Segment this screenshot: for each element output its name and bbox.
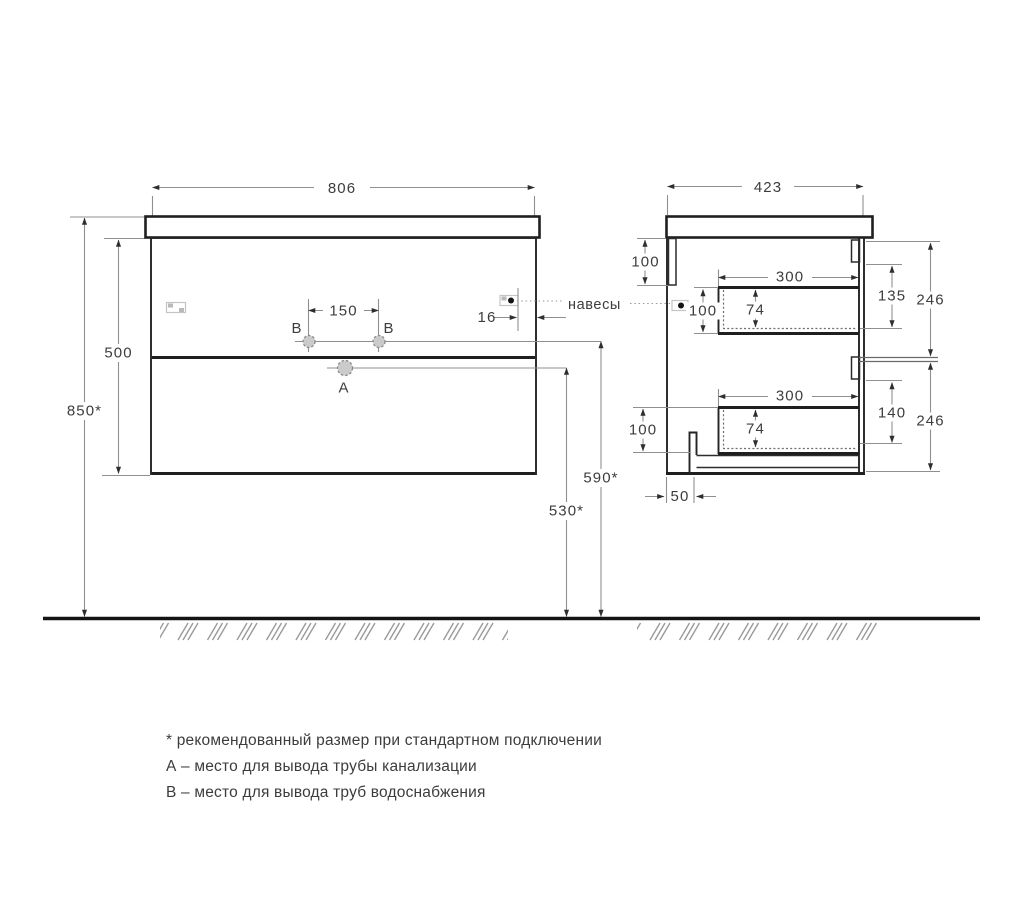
supply-label-left: B	[291, 320, 303, 337]
dim-label-74-upper: 74	[746, 301, 765, 319]
dim-label-100-lower: 100	[628, 421, 658, 439]
hanger-bracket-left-icon	[167, 303, 186, 313]
dim-lower-inset	[860, 381, 911, 444]
dim-label-530: 530*	[548, 502, 585, 520]
dim-lower-drawer-height	[626, 408, 719, 453]
dim-upper-drawer-depth	[719, 269, 859, 287]
dim-label-806: 806	[327, 180, 357, 197]
dim-label-246-upper: 246	[916, 291, 945, 309]
dim-cabinet-height	[96, 239, 150, 476]
dim-label-100-upper: 100	[688, 302, 718, 320]
dim-label-850: 850*	[66, 402, 103, 420]
dim-upper-drawer-inner-height	[741, 290, 770, 327]
dim-lower-drawer-depth	[719, 388, 859, 407]
legend-b-note: В – место для вывода труб водоснабжения	[166, 784, 486, 801]
dim-label-300-lower: 300	[775, 387, 805, 405]
dim-top-gap	[628, 239, 668, 286]
hanger-bracket-right-icon	[500, 296, 518, 306]
legend	[166, 732, 602, 801]
dim-upper-inset	[860, 265, 911, 329]
floor	[43, 619, 980, 644]
drain-hole	[338, 361, 353, 376]
dim-label-590: 590*	[583, 469, 619, 487]
supply-hole-right	[373, 336, 385, 348]
dim-label-16: 16	[477, 309, 497, 326]
dim-label-50: 50	[670, 488, 690, 505]
dim-mount-height	[61, 217, 145, 617]
hangers-callout	[517, 297, 670, 313]
dim-label-423: 423	[753, 179, 783, 196]
dim-label-150: 150	[329, 302, 358, 320]
dim-upper-drawer-height	[686, 288, 721, 334]
front-view	[61, 179, 626, 617]
dim-lower-drawer-inner-height	[741, 410, 770, 447]
floor-hatching-right	[637, 621, 879, 643]
bottom-bracket	[690, 433, 697, 474]
hanger-bracket-side-icon	[672, 301, 688, 311]
dim-label-246-lower: 246	[916, 412, 945, 430]
lower-drawer-box	[718, 407, 859, 454]
dim-label-300-upper: 300	[775, 268, 805, 286]
countertop-front	[146, 217, 540, 238]
dim-drain-height	[541, 368, 591, 617]
dim-bottom-offset	[645, 477, 716, 505]
upper-drawer-box	[718, 287, 859, 334]
supply-hole-left	[303, 336, 315, 348]
supply-label-right: B	[383, 320, 395, 337]
back-batten	[669, 239, 677, 286]
hangers-callout-label: навесы	[568, 297, 621, 313]
dim-label-100-top: 100	[631, 253, 660, 271]
side-view	[626, 178, 952, 505]
dim-label-135: 135	[877, 287, 907, 305]
dim-label-74-lower: 74	[746, 420, 765, 438]
dim-label-140: 140	[877, 404, 907, 422]
floor-hatching-left	[160, 621, 508, 643]
dim-label-500: 500	[104, 344, 133, 362]
countertop-side	[667, 217, 873, 238]
legend-a-note: А – место для вывода трубы канализации	[166, 758, 477, 775]
dim-supply-height	[576, 342, 626, 617]
drain-label: A	[338, 379, 350, 397]
legend-star-note: * рекомендованный размер при стандартном подключении	[166, 732, 602, 749]
